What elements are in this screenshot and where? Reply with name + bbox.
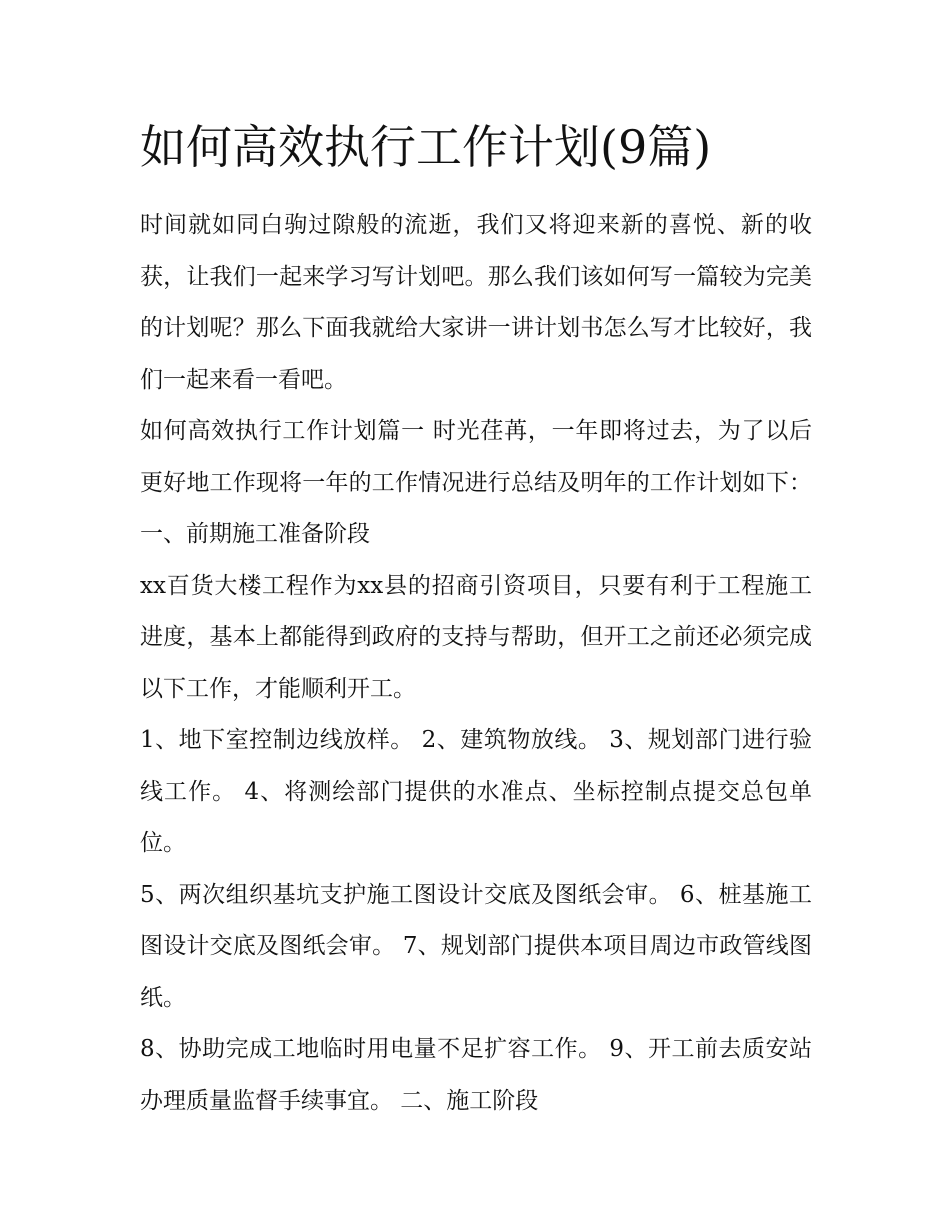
- document-title: 如何高效执行工作计划(9篇): [140, 120, 712, 174]
- task-list-paragraph-2: 5、两次组织基坑支护施工图设计交底及图纸会审。 6、桩基施工图设计交底及图纸会审。 7、规划部门提供本项目周边市政管线图纸。: [140, 881, 812, 1011]
- task-list-paragraph-1: 1、地下室控制边线放样。 2、建筑物放线。 3、规划部门进行验线工作。 4、将测绘部门提供的水准点、坐标控制点提交总包单位。: [140, 727, 812, 856]
- project-background-paragraph: xx百货大楼工程作为xx县的招商引资项目，只要有利于工程施工进度，基本上都能得到政府的支持与帮助，但开工之前还必须完成以下工作，才能顺利开工。: [140, 572, 812, 702]
- plan-part-one-paragraph: 如何高效执行工作计划篇一 时光荏苒，一年即将过去，为了以后更好地工作现将一年的工作情况进行总结及明年的工作计划如下： 一、前期施工准备阶段: [140, 418, 812, 547]
- task-list-paragraph-3: 8、协助完成工地临时用电量不足扩容工作。 9、开工前去质安站办理质量监督手续事宜。 二、施工阶段: [140, 1036, 812, 1114]
- intro-paragraph: 时间就如同白驹过隙般的流逝，我们又将迎来新的喜悦、新的收获，让我们一起来学习写计划吧。那么我们该如何写一篇较为完美的计划呢？那么下面我就给大家讲一讲计划书怎么写才比较好，我们一起来看一看吧。: [140, 212, 812, 393]
- document-body: [140, 112, 812, 1127]
